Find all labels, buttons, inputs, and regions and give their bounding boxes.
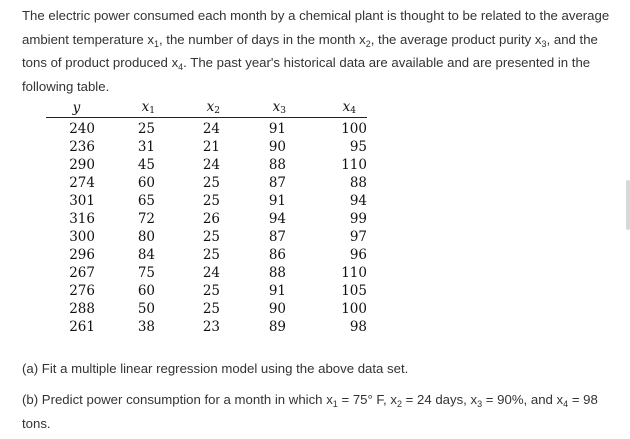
question-b: (b) Predict power consumption for a month in which $x_1 = 75^\circ$ F, $x_2 = 24$ days, $x_3 = 90\%$, and $x_4 = 98$ tons. (22, 392, 598, 431)
table-cell: 100 (341, 121, 367, 137)
table-cell: 110 (341, 265, 367, 281)
table-cell: 100 (341, 301, 367, 317)
table-cell: 96 (349, 247, 367, 263)
table-cell: 25 (202, 301, 220, 317)
table-cell: 99 (349, 211, 367, 227)
table-cell: 86 (268, 247, 286, 263)
question-a: (a) Fit a multiple linear regression model using the above data set. (22, 361, 409, 376)
table-cell: 87 (268, 229, 286, 245)
table-cell: 60 (137, 283, 155, 299)
table-cell: 21 (202, 139, 220, 155)
table-cell: 60 (137, 175, 155, 191)
table-cell: 84 (137, 247, 155, 263)
table-cell: 110 (341, 157, 367, 173)
header-x3: x3 (220, 98, 286, 118)
table-cell: 236 (69, 139, 95, 155)
table-cell: 267 (69, 265, 95, 281)
table-cell: 25 (202, 175, 220, 191)
table-cell: 88 (349, 175, 367, 191)
table-header-row (46, 98, 367, 118)
table-cell: 94 (268, 211, 286, 227)
table-cell: 24 (202, 157, 220, 173)
table-cell: 91 (268, 121, 286, 137)
table-cell: 290 (69, 157, 95, 173)
table-cell: 75 (137, 265, 155, 281)
table-cell: 45 (137, 157, 155, 173)
table-cell: 240 (69, 121, 95, 137)
table-cell: 91 (268, 193, 286, 209)
table-cell: 25 (202, 283, 220, 299)
table-cell: 65 (137, 193, 155, 209)
table-row (46, 300, 367, 318)
table-cell: 38 (137, 319, 155, 335)
table-cell: 300 (69, 229, 95, 245)
problem-intro: The electric power consumed each month by a chemical plant is thought to be related to the average ambient temperature $x_1$, the number of days in the month $x_2$, the average product purity $x_3$, and the tons of product produced $x_4$. The past year's historical data are available and are presented in the following table. (22, 8, 610, 94)
table-cell: 274 (69, 175, 95, 191)
table-row (46, 118, 367, 139)
table-cell: 23 (202, 319, 220, 335)
table-row (46, 138, 367, 156)
table-row (46, 228, 367, 246)
table-cell: 94 (349, 193, 367, 209)
table-cell: 89 (268, 319, 286, 335)
header-x2: x2 (155, 98, 220, 118)
table-cell: 24 (202, 265, 220, 281)
table-cell: 90 (268, 301, 286, 317)
table-cell: 98 (349, 319, 367, 335)
table-cell: 97 (349, 229, 367, 245)
table-cell: 80 (137, 229, 155, 245)
table-cell: 105 (341, 283, 367, 299)
table-cell: 26 (202, 211, 220, 227)
table-cell: 25 (202, 247, 220, 263)
table-cell: 90 (268, 139, 286, 155)
table-row (46, 174, 367, 192)
table-cell: 31 (137, 139, 155, 155)
table-cell: 95 (349, 139, 367, 155)
table-cell: 88 (268, 265, 286, 281)
table-row (46, 192, 367, 210)
table-cell: 25 (202, 229, 220, 245)
table-row (46, 156, 367, 174)
table-cell: 88 (268, 157, 286, 173)
table-row (46, 210, 367, 228)
table-row (46, 318, 367, 336)
table-cell: 91 (268, 283, 286, 299)
table-cell: 296 (69, 247, 95, 263)
table-cell: 261 (69, 319, 95, 335)
table-cell: 25 (202, 193, 220, 209)
table-row (46, 282, 367, 300)
table-cell: 276 (69, 283, 95, 299)
table-cell: 50 (137, 301, 155, 317)
table-cell: 72 (137, 211, 155, 227)
table-row (46, 246, 367, 264)
table-cell: 24 (202, 121, 220, 137)
table-cell: 316 (69, 211, 95, 227)
table-row (46, 264, 367, 282)
header-y: y (46, 98, 95, 118)
table-cell: 301 (69, 193, 95, 209)
table-cell: 288 (69, 301, 95, 317)
scrollbar[interactable] (626, 180, 630, 230)
table-cell: 25 (137, 121, 155, 137)
header-x1: x1 (95, 98, 155, 118)
data-table (46, 98, 367, 336)
header-x4: x4 (286, 98, 367, 118)
table-cell: 87 (268, 175, 286, 191)
